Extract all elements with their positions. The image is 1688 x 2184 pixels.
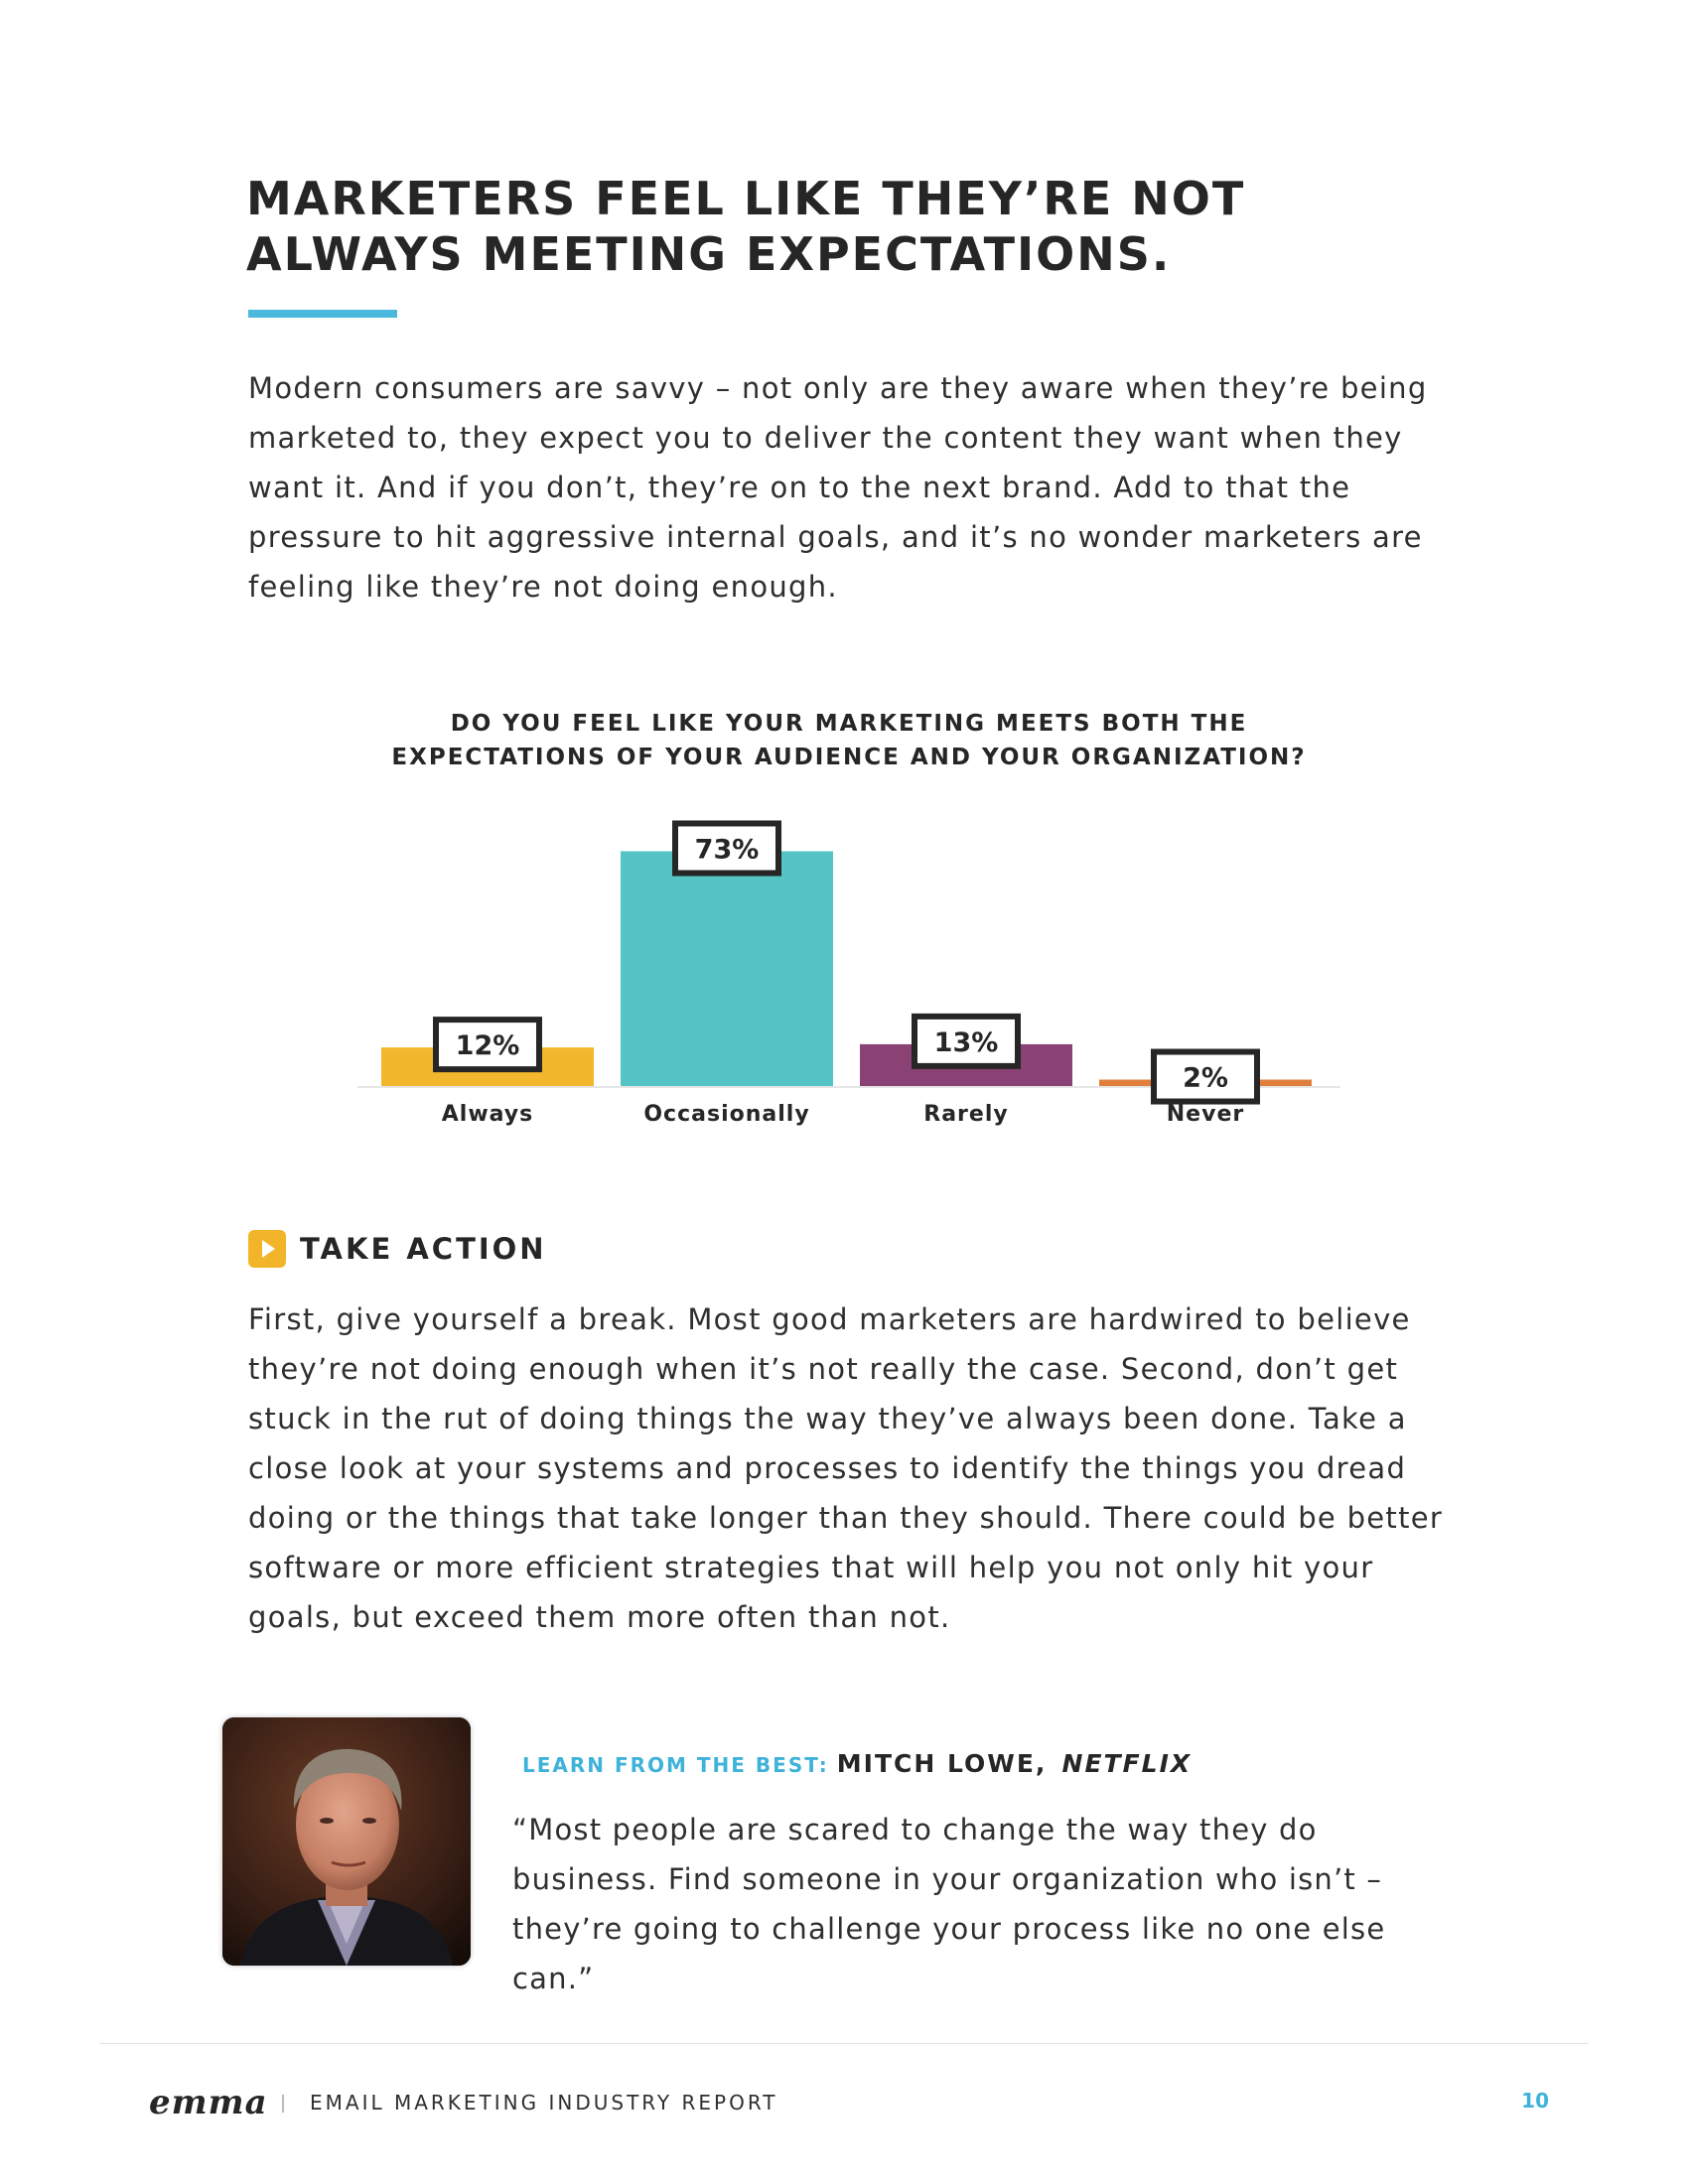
play-icon [248,1230,286,1268]
chart-title-line: DO YOU FEEL LIKE YOUR MARKETING MEETS BOTH THE [450,711,1248,737]
take-action-header [248,1229,547,1269]
intro-paragraph: Modern consumers are savvy – not only are they aware when they’re being marketed to, they expect you to deliver the content they want when they want it. And if you don’t, they’re on to the next brand. Add to that the pressure to hit aggressive internal goals, and it’s no wonder marketers are feeling like they’re not doing enough. [248,371,1428,604]
learn-label: LEARN FROM THE BEST: [522,1753,829,1777]
emma-logo: emma [149,2083,268,2122]
footer-separator [282,2095,284,2113]
take-action-title: TAKE ACTION [300,1232,547,1266]
category-label: Rarely [923,1102,1009,1127]
title-line: ALWAYS MEETING EXPECTATIONS. [246,227,1172,281]
value-label: 12% [455,1030,520,1062]
category-label: Always [441,1102,534,1127]
take-action-paragraph: First, give yourself a break. Most good marketers are hardwired to believe they’re not doing enough when it’s not really the case. Second, don’t get stuck in the rut of doing things the way they’ve always been done. Take a close look at your systems and processes to identify the things you dread doing or the things that take longer than they should. There could be better software or more efficient strategies that will help you not only hit your goals, but exceed them more often than not. [248,1302,1444,1634]
footer-report-title: EMAIL MARKETING INDUSTRY REPORT [310,2091,778,2115]
speaker-company: NETFLIX [1061,1749,1193,1778]
value-label: 2% [1183,1062,1228,1094]
portrait-photo [222,1717,471,1966]
page-title [246,171,1438,282]
speaker-name: MITCH LOWE, [836,1749,1048,1778]
bar-occasionally [621,851,833,1086]
value-label: 73% [694,834,760,866]
chart-title-line: EXPECTATIONS OF YOUR AUDIENCE AND YOUR ORGANIZATION? [391,745,1307,770]
title-underline [248,310,397,318]
footer-divider [99,2043,1589,2044]
page-number: 10 [1521,2089,1549,2113]
category-label: Occasionally [643,1102,810,1127]
category-label: Never [1166,1102,1245,1127]
value-label: 13% [933,1026,999,1058]
bar-chart [357,814,1340,1132]
quote-text: “Most people are scared to change the way they do business. Find someone in your organization who isn’t – they’re going to challenge your process like no one else can.” [512,1813,1386,1995]
learn-from-best-heading [522,1749,1192,1778]
title-line: MARKETERS FEEL LIKE THEY’RE NOT [246,172,1246,225]
chart-title [298,707,1400,774]
